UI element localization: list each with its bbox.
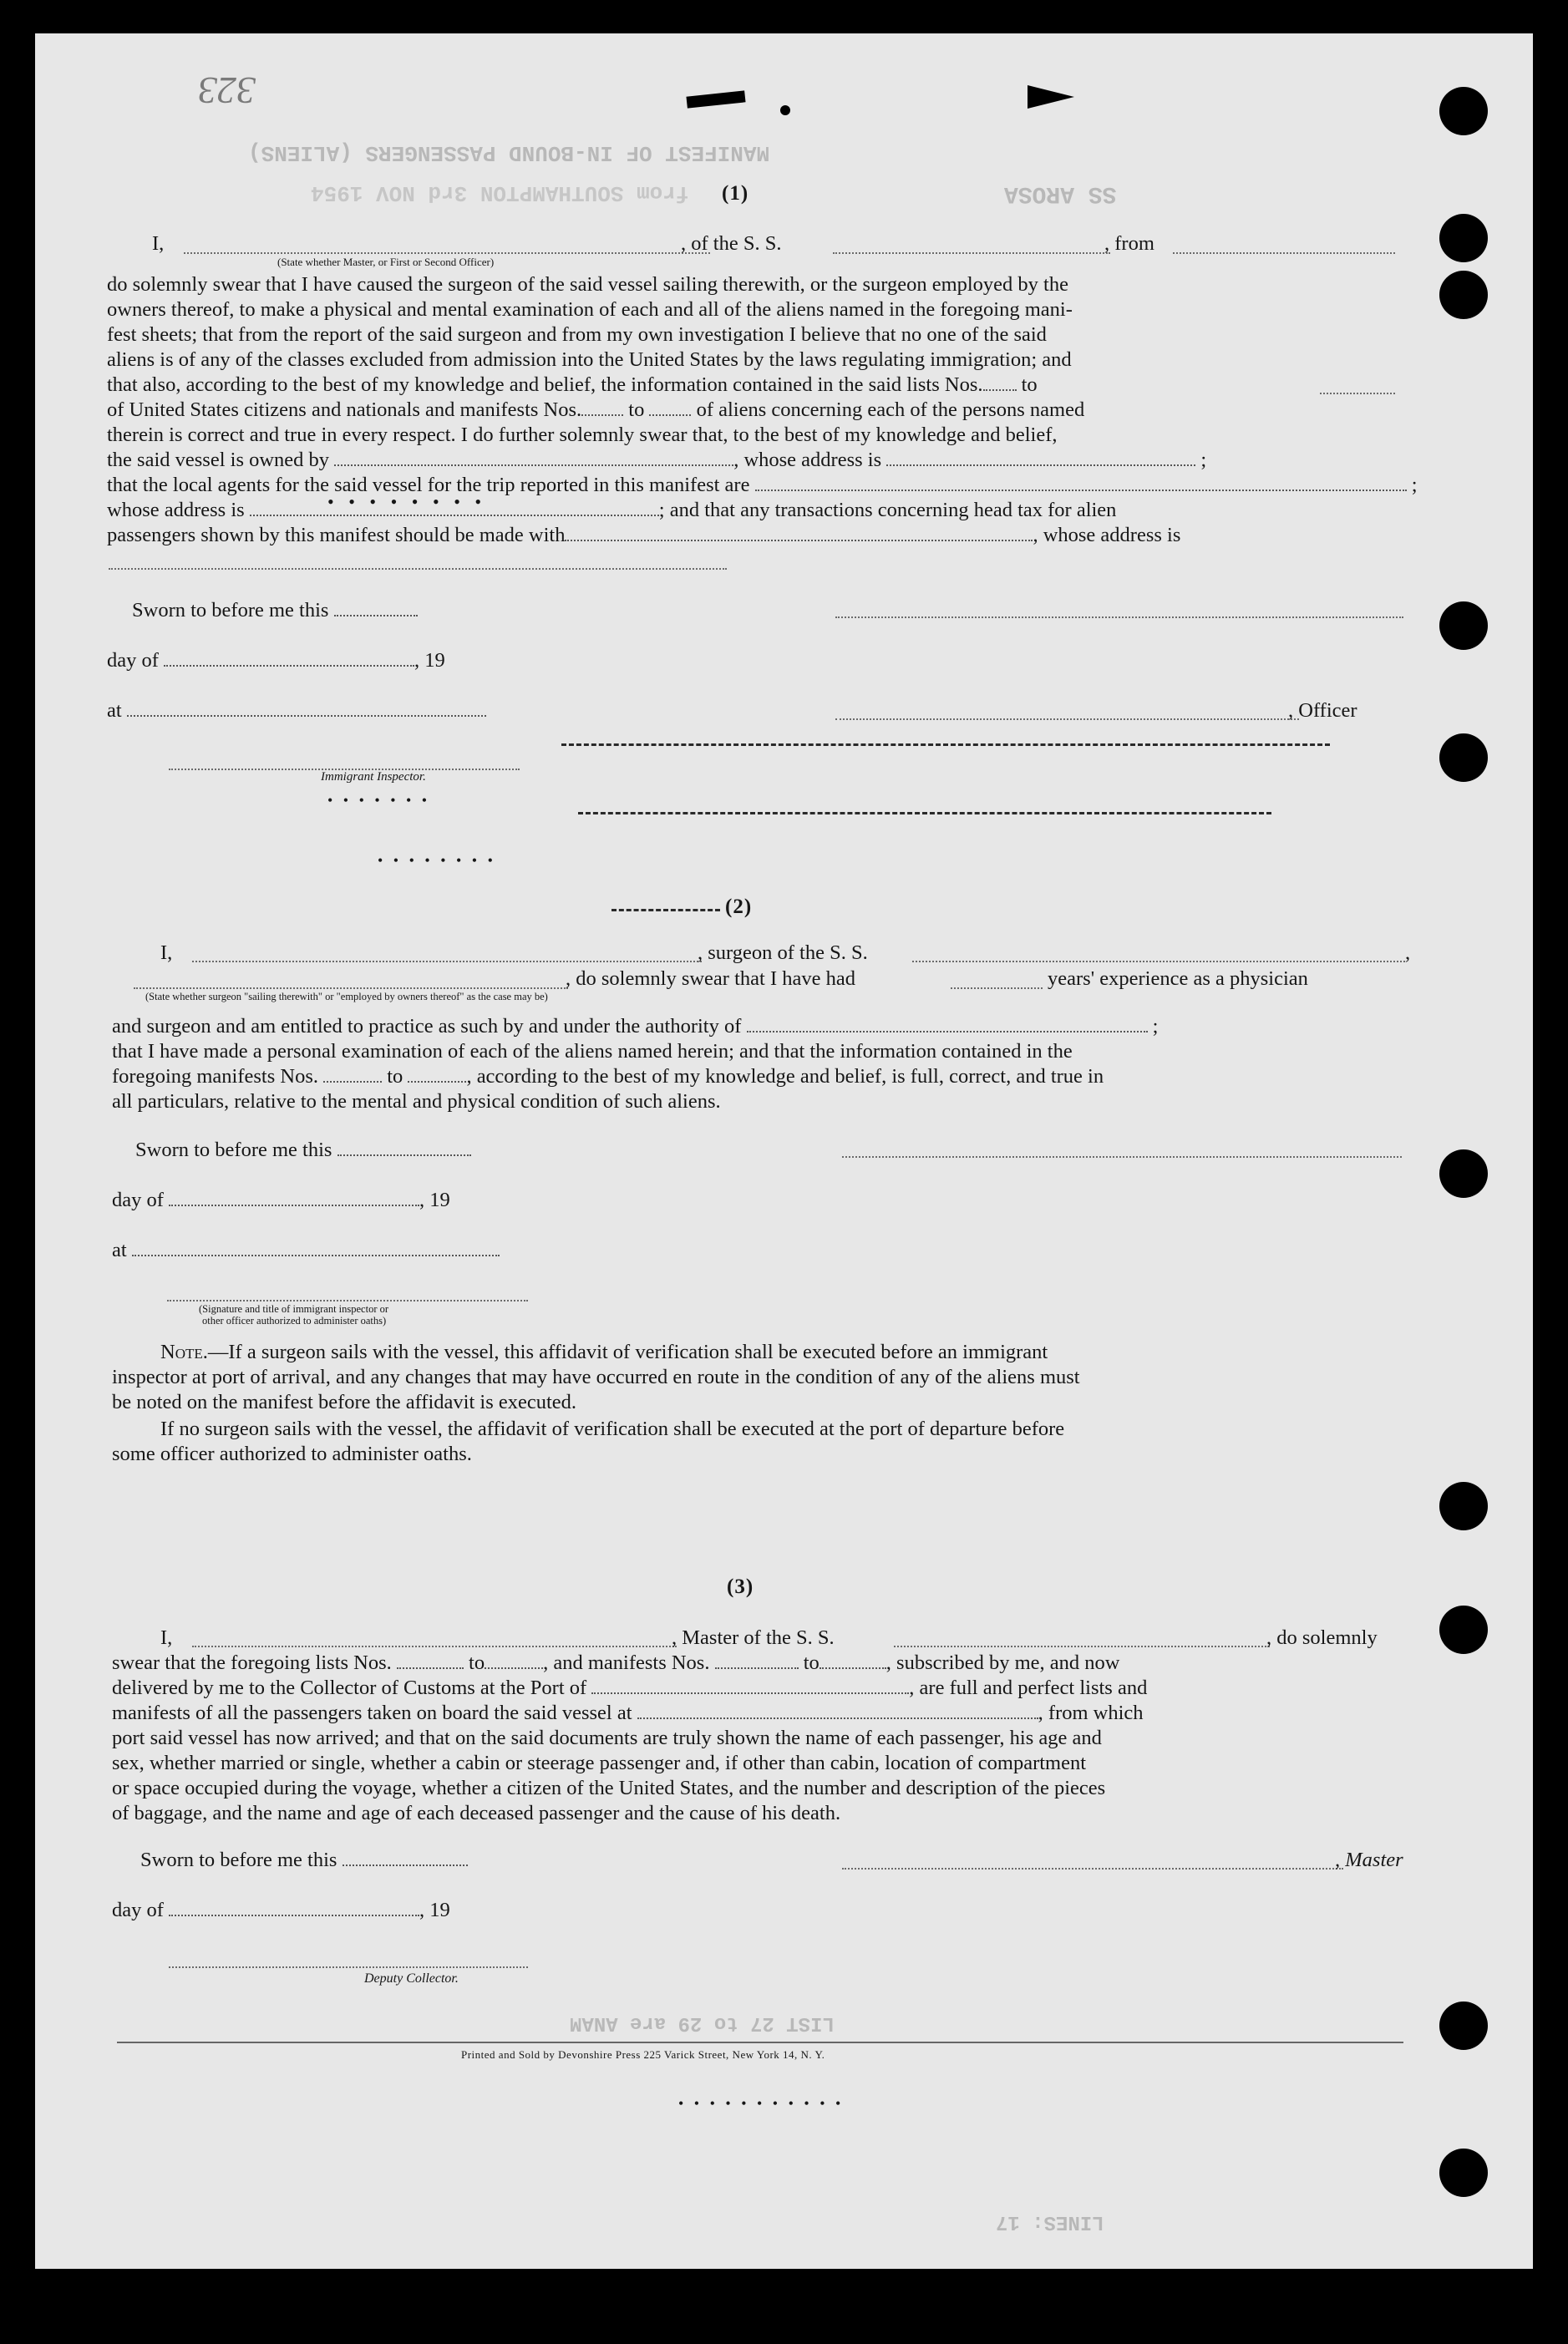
section-1-typed-rule-1 — [561, 743, 1330, 746]
section-2-body-4: all particulars, relative to the mental and physical condition of such aliens. — [112, 1090, 721, 1113]
section-2-years-field[interactable] — [951, 987, 1043, 989]
section-3-master-of: , Master of the S. S. — [672, 1626, 835, 1649]
section-3-number: (3) — [727, 1575, 754, 1598]
section-3-body-2: sex, whether married or single, whether a cabin or steerage passenger and, if other than cabin, location of compartment — [112, 1752, 1087, 1774]
section-1-body-2: owners thereof, to make a physical and mental examination of each and all of the aliens named in the foregoing mani- — [107, 298, 1073, 321]
section-3-line-3: delivered by me to the Collector of Customs at the Port of , are full and perfect lists and — [112, 1677, 1148, 1699]
section-1-officer-field[interactable] — [835, 718, 1299, 720]
section-2-sailing-field[interactable] — [134, 987, 568, 989]
section-1-body-5: that also, according to the best of my knowledge and belief, the information contained in the said lists Nos. to — [107, 373, 1038, 396]
bleed-through-list-range: LIST 27 to 29 are ANAM — [570, 2012, 835, 2034]
section-1-body-10: whose address is ; and that any transactions concerning head tax for alien — [107, 499, 1117, 521]
typed-dots: • • • • • • • • — [327, 491, 487, 512]
section-1-day-of: day of , 19 — [107, 649, 445, 672]
section-1-ss-label: , of the S. S. — [681, 232, 782, 255]
section-3-day-of: day of , 19 — [112, 1899, 450, 1921]
section-2-surgeon-name-field[interactable] — [192, 961, 702, 962]
section-2-note-5: some officer authorized to administer oaths. — [112, 1443, 472, 1465]
section-2-body-2: that I have made a personal examination of each of the aliens named herein; and that the information contained in the — [112, 1040, 1073, 1063]
section-1-body-3: fest sheets; that from the report of the said surgeon and from my own investigation I believe that no one of the said — [107, 323, 1047, 346]
section-3-line-1: I, — [160, 1626, 173, 1649]
section-3-vessel-field[interactable] — [894, 1646, 1270, 1647]
section-2-note-4: If no surgeon sails with the vessel, the affidavit of verification shall be executed at the port of departure before — [160, 1418, 1065, 1440]
binder-hole — [1439, 601, 1488, 650]
section-2-sig-caption-2: other officer authorized to administer oaths) — [202, 1315, 387, 1327]
master-name-field[interactable] — [184, 252, 710, 254]
section-1-body-1: do solemnly swear that I have caused the surgeon of the said vessel sailing therewith, or the surgeon employed by the — [107, 273, 1068, 296]
section-1-officer-signature-field[interactable] — [835, 616, 1403, 618]
section-1-typed-rule-2 — [578, 812, 1271, 814]
section-1-body-9: that the local agents for the said vessel for the trip reported in this manifest are ; — [107, 474, 1418, 496]
section-1-body-6: of United States citizens and nationals and manifests Nos. to of aliens concerning each of the persons named — [107, 398, 1085, 421]
vessel-name-field[interactable] — [833, 252, 1110, 254]
section-3-body-4: of baggage, and the name and age of each deceased passenger and the cause of his death. — [112, 1802, 841, 1824]
lists-to-field[interactable] — [1320, 393, 1395, 394]
section-3-master-name-field[interactable] — [192, 1646, 677, 1647]
section-2-i: I, — [160, 941, 173, 964]
departure-port-field[interactable] — [1173, 252, 1395, 254]
section-2-note-2: inspector at port of arrival, and any changes that may have occurred en route in the condition of any of the aliens must — [112, 1366, 1080, 1388]
binder-hole — [1439, 271, 1488, 319]
section-1-at: at — [107, 698, 486, 723]
section-2-inspector-signature-field[interactable] — [167, 1300, 528, 1301]
section-1-body-7: therein is correct and true in every respect. I do further solemnly swear that, to the best of my knowledge and belief, — [107, 424, 1058, 446]
section-2-number: (2) — [725, 895, 753, 918]
section-3-do-solemnly: , do solemnly — [1266, 1626, 1378, 1649]
section-2-do-solemnly: , do solemnly swear that I have had — [566, 967, 855, 990]
section-1-number: (1) — [722, 182, 749, 205]
bleed-through-line-count: LINES: 17 — [996, 2210, 1104, 2233]
binder-hole — [1439, 2149, 1488, 2197]
section-3-sworn: Sworn to before me this — [140, 1848, 468, 1873]
section-3-body-1: port said vessel has now arrived; and that on the said documents are truly shown the name of each passenger, his age and — [112, 1727, 1102, 1749]
printer-imprint: Printed and Sold by Devonshire Press 225 Varick Street, New York 14, N. Y. — [461, 2048, 825, 2061]
binder-hole — [1439, 1149, 1488, 1198]
section-2-typed-lead — [611, 909, 720, 911]
section-3-body-3: or space occupied during the voyage, whether a citizen of the United States, and the number and description of the pieces — [112, 1777, 1106, 1799]
section-1-sworn: Sworn to before me this — [132, 598, 418, 623]
note-label: Note. — [160, 1341, 208, 1363]
section-2-at: at — [112, 1238, 500, 1263]
section-1-from-label: , from — [1104, 232, 1154, 255]
deputy-collector-signature-field[interactable] — [169, 1966, 528, 1968]
section-1-i: I, — [152, 232, 165, 255]
top-mark-dot — [780, 105, 790, 115]
binder-hole — [1439, 733, 1488, 782]
section-2-body-3: foregoing manifests Nos. to , according to the best of my knowledge and belief, is full, correct, and true in — [112, 1065, 1104, 1088]
deputy-collector-caption: Deputy Collector. — [364, 1971, 459, 1986]
bleed-through-title: MANIFEST OF IN-BOUND PASSENGERS (ALIENS) — [248, 140, 770, 165]
section-2-vessel-field[interactable] — [912, 961, 1405, 962]
section-1-body-4: aliens is of any of the classes excluded from admission into the United States by the laws regulating immigration; and — [107, 348, 1072, 371]
section-1-body-8: the said vessel is owned by , whose address is ; — [107, 449, 1207, 471]
binder-hole — [1439, 1482, 1488, 1530]
section-1-officer-label: , Officer — [1288, 699, 1357, 722]
section-2-note-1: Note.—If a surgeon sails with the vessel, this affidavit of verification shall be executed before an immigrant — [160, 1341, 1048, 1363]
section-2-body-1: and surgeon and am entitled to practice as such by and under the authority of ; — [112, 1015, 1159, 1038]
section-1-caption: (State whether Master, or First or Second Officer) — [277, 256, 495, 268]
top-mark-left — [686, 90, 745, 108]
section-3-master-label: , Master — [1335, 1849, 1403, 1871]
typed-dots: • • • • • • • • — [378, 852, 496, 869]
typed-dots: • • • • • • • • • • • — [678, 2095, 845, 2112]
bleed-through-vessel: SS AROSA — [1004, 180, 1117, 206]
section-1-line-1 — [152, 231, 164, 256]
bleed-through-route: from SOUTHAMPTON 3rd NOV 1954 — [311, 180, 689, 205]
section-2-surgeon-signature-field[interactable] — [842, 1156, 1402, 1158]
section-2-years-exp: years' experience as a physician — [1048, 967, 1308, 990]
section-2-caption: (State whether surgeon "sailing therewith" or "employed by owners thereof" as the case may be) — [145, 991, 548, 1002]
section-2-comma: , — [1405, 941, 1411, 964]
section-2-day-of: day of , 19 — [112, 1189, 450, 1211]
head-tax-address-field[interactable] — [109, 568, 727, 570]
binder-hole — [1439, 1606, 1488, 1654]
binder-hole — [1439, 214, 1488, 262]
manifest-affidavit-page — [35, 33, 1533, 2269]
section-3-line-2: swear that the foregoing lists Nos. to , and manifests Nos. to , subscribed by me, and now — [112, 1651, 1120, 1674]
section-2-surgeon-of: , surgeon of the S. S. — [698, 941, 868, 964]
section-2-note-3: be noted on the manifest before the affidavit is executed. — [112, 1391, 577, 1413]
section-3-master-signature-field[interactable] — [842, 1868, 1343, 1870]
binder-hole — [1439, 2002, 1488, 2050]
section-1-body-11: passengers shown by this manifest should be made with , whose address is — [107, 524, 1181, 546]
section-2-sig-caption-1: (Signature and title of immigrant inspector or — [199, 1303, 389, 1315]
footer-rule — [117, 2042, 1403, 2043]
section-2-sworn: Sworn to before me this — [135, 1138, 471, 1163]
handwritten-page-number: 323 — [198, 69, 256, 112]
binder-hole — [1439, 87, 1488, 135]
immigrant-inspector-caption: Immigrant Inspector. — [321, 770, 426, 784]
section-3-line-4: manifests of all the passengers taken on board the said vessel at , from which — [112, 1702, 1144, 1724]
typed-dots: • • • • • • • — [327, 792, 431, 809]
top-mark-arrow — [1028, 85, 1074, 109]
